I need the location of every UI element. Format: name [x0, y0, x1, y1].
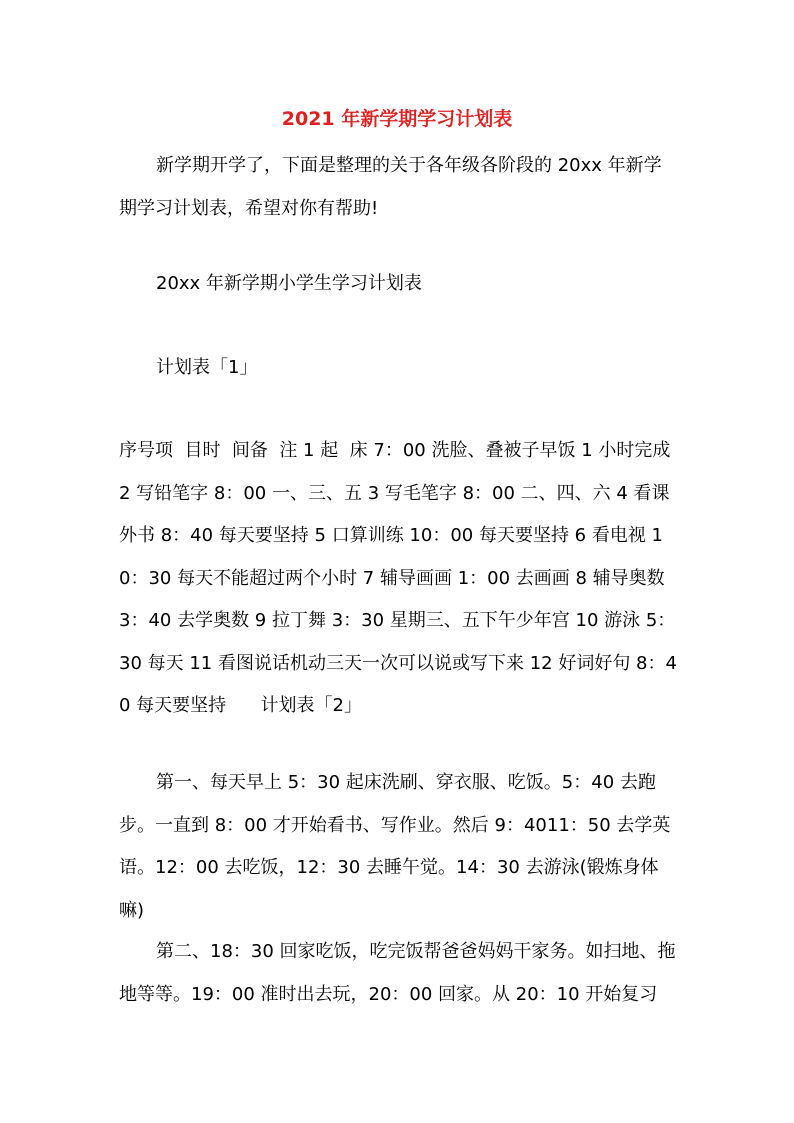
- document-title: 2021 年新学期学习计划表: [281, 108, 513, 130]
- paragraph-second: 第二、18：30 回家吃饭，吃完饭帮爸爸妈妈干家务。如扫地、拖地等等。19：00 准时出去玩，20：00 回家。从 20：10 开始复习: [119, 941, 676, 1005]
- plan-table-text: 序号项 目时 间备 注 1 起 床 7：00 洗脸、叠被子早饭 1 小时完成 2 写铅笔字 8：00 一、三、五 3 写毛笔字 8：00 二、四、六 4 看课外书 8：40 每天要坚持 5 口算训练 10：00 每天要坚持 6 看电视 10：30 每天不能超过两个小时 7 辅导画画 1：00 去画画 8 辅导奥数 3：40 去学奥数 9 拉丁舞 3：30 星期三、五下午少年宫 10 游泳 5：30 每天 11 看图说话机动三天一次可以说或写下来 12 好词好句 8：40 每天要坚持 计划表「2」: [119, 440, 677, 716]
- section-subtitle: 20xx 年新学期小学生学习计划表: [156, 273, 422, 294]
- intro-paragraph: 新学期开学了，下面是整理的关于各年级各阶段的 20xx 年新学期学习计划表，希望对你有帮助!: [119, 155, 662, 219]
- plan1-heading: 计划表「1」: [156, 357, 258, 378]
- paragraph-first: 第一、每天早上 5：30 起床洗刷、穿衣服、吃饭。5：40 去跑步。一直到 8：00 才开始看书、写作业。然后 9：4011：50 去学英语。12：00 去吃饭，12：30 去睡午觉。14：30 去游泳(锻炼身体嘛): [119, 772, 671, 921]
